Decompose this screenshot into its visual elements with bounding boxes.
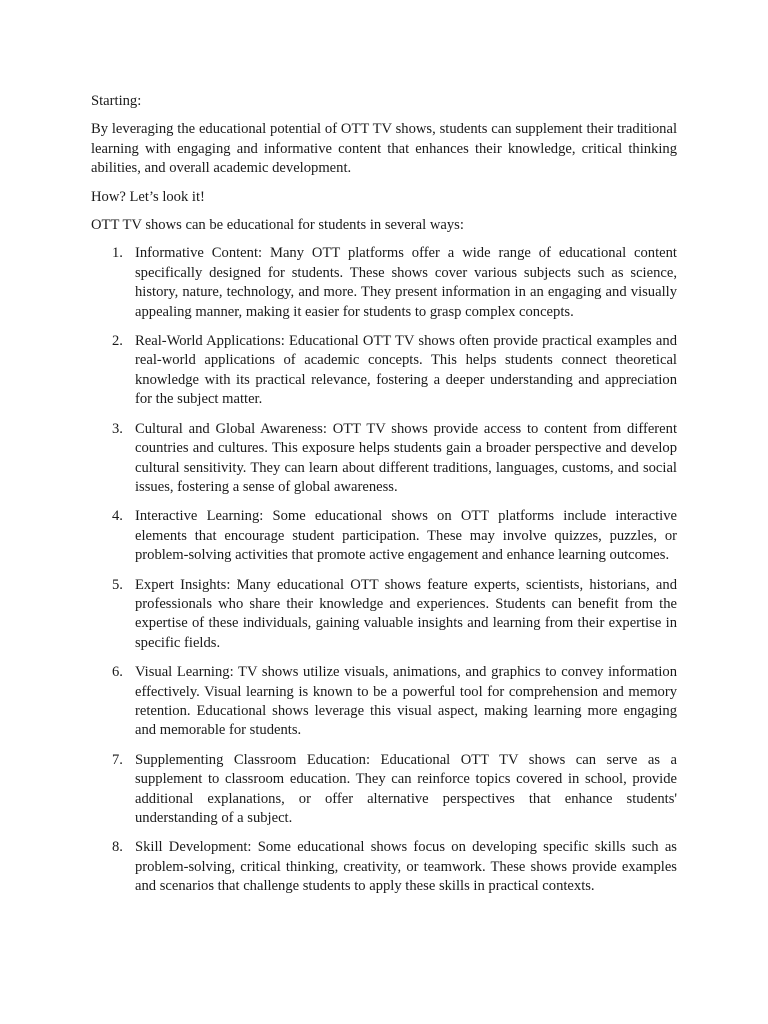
list-item [91,420,677,498]
intro-paragraph: By leveraging the educational potential of OTT TV shows, students can supplement their traditional learning with engaging and informative content that enhances their knowledge, critical thinking abilities, and overall academic development. [91,121,677,177]
item-text: Skill Development: Some educational shows focus on developing specific skills such as problem-solving, critical thinking, creativity, or teamwork. These shows provide examples and scenarios that challenge students to apply these skills in practical contexts. [135,839,677,895]
item-text: Cultural and Global Awareness: OTT TV shows provide access to content from different countries and cultures. This exposure helps students gain a broader perspective and develop cultural sensitivity. They can learn about different traditions, languages, customs, and social issues, fostering a sense of global awareness. [135,420,677,495]
item-text: Informative Content: Many OTT platforms offer a wide range of educational content specifically designed for students. These shows cover various subjects such as science, history, nature, technology, and more. They present information in an engaging and visually appealing manner, making it easier for students to grasp complex concepts. [135,245,677,320]
item-text: Interactive Learning: Some educational shows on OTT platforms include interactive elements that encourage student participation. These may involve quizzes, puzzles, or problem-solving activities that promote active engagement and enhance learning outcomes. [135,508,677,564]
item-text: Supplementing Classroom Education: Educational OTT TV shows can serve as a supplement to classroom education. They can reinforce topics covered in school, provide additional explanations, or offer alternative perspectives that enhance students' understanding of a subject. [135,751,677,826]
item-number: 2. [112,333,123,350]
item-number: 6. [112,664,123,681]
item-number: 3. [112,420,123,437]
list-item [91,751,677,829]
item-text: Expert Insights: Many educational OTT shows feature experts, scientists, historians, and professionals who share their knowledge and experiences. Students can benefit from the expertise of these individuals, gaining valuable insights and learning from their expertise in specific fields. [135,576,677,651]
list-item [91,507,677,565]
item-number: 7. [112,751,123,768]
list-item [91,838,677,896]
item-text: Real-World Applications: Educational OTT TV shows often provide practical examples and real-world applications of academic concepts. This helps students connect theoretical knowledge with its practical relevance, fostering a deeper understanding and appreciation for the subject matter. [135,333,677,408]
list-item [91,244,677,322]
numbered-list [91,244,677,896]
question-line: How? Let’s look it! [91,188,205,205]
list-item [91,332,677,410]
item-number: 4. [112,508,123,525]
item-text: Visual Learning: TV shows utilize visuals, animations, and graphics to convey information effectively. Visual learning is known to be a powerful tool for comprehension and memory retention. Educational shows leverage this visual aspect, making learning more engaging and memorable for students. [135,664,677,739]
item-number: 8. [112,839,123,856]
list-lead: OTT TV shows can be educational for students in several ways: [91,217,464,234]
item-number: 5. [112,576,123,593]
item-number: 1. [112,245,123,262]
list-item [91,663,677,741]
section-heading: Starting: [91,93,142,109]
list-item [91,576,677,654]
